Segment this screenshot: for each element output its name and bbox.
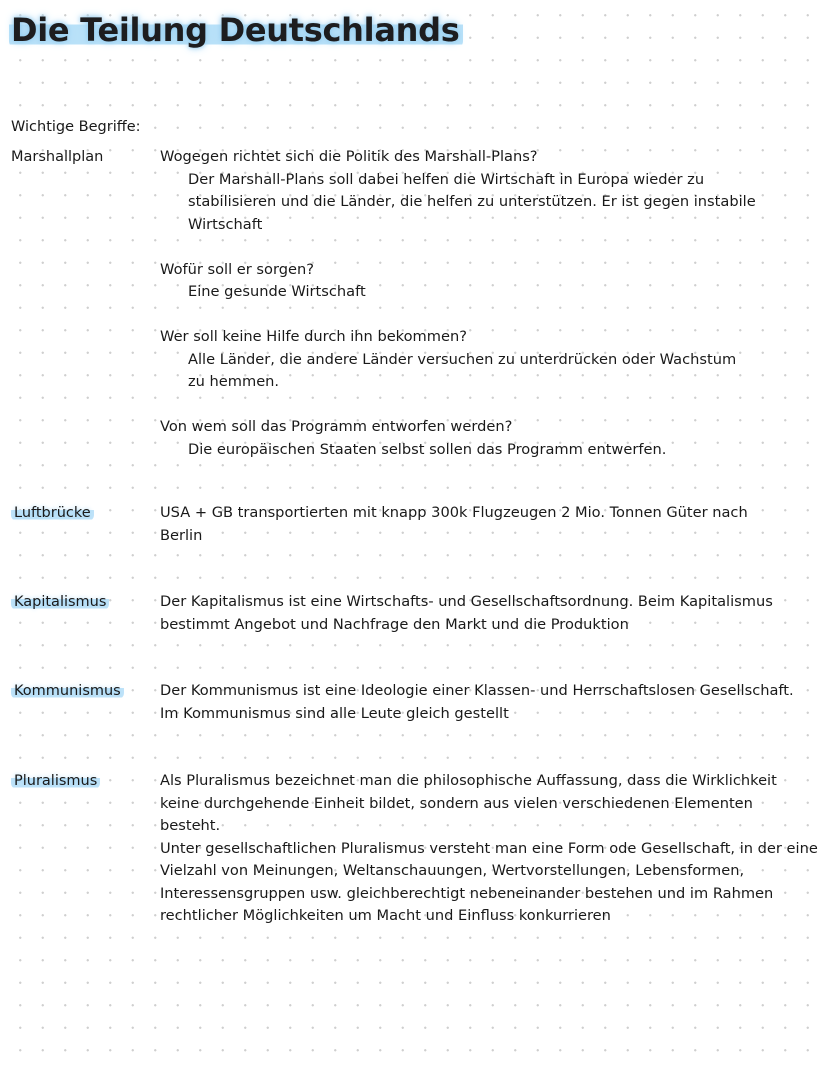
definition-kommunismus [160,680,800,725]
definition-text: USA + GB transportierten mit knapp 300k Flugzeugen 2 Mio. Tonnen Güter nach Berlin [160,504,748,544]
definition-text: Der Kommunismus ist eine Ideologie einer Klassen- und Herrschaftslosen Gesellschaft. Im Kommunismus sind alle Leute gleich gestellt [160,682,794,722]
answer: Alle Länder, die andere Länder versuchen zu unterdrücken oder Wachstum zu hemmen. [188,350,737,390]
term-kapitalismus [11,591,109,614]
term-luftbruecke [11,502,94,525]
section-heading: Wichtige Begriffe: [11,119,141,135]
qa-item [160,146,822,236]
term-pluralismus-label: Pluralismus [11,773,100,789]
definition-luftbruecke [160,502,790,547]
definition-pluralismus [160,770,820,928]
question: Wogegen richtet sich die Politik des Marshall-Plans? [160,148,538,165]
term-marshallplan: Marshallplan [11,149,104,165]
question: Wer soll keine Hilfe durch ihn bekommen? [160,328,467,345]
answer: Eine gesunde Wirtschaft [188,283,366,300]
term-luftbruecke-label: Luftbrücke [11,505,94,521]
qa-item [160,326,822,394]
page-title [9,2,463,58]
definition-text: Als Pluralismus bezeichnet man die philosophische Auffassung, dass die Wirklichkeit keine durchgehende Einheit bildet, sondern aus vielen verschiedenen Elementen besteht. [160,772,777,834]
term-kapitalismus-label: Kapitalismus [11,594,109,610]
term-kommunismus [11,680,124,703]
definition-kapitalismus [160,591,824,636]
definition-marshallplan [160,146,822,461]
qa-item [160,259,822,304]
answer: Der Marshall-Plans soll dabei helfen die Wirtschaft in Europa wieder zu stabilisieren und die Länder, die helfen zu unterstützen. Er ist gegen instabile Wirtschaft [188,170,756,233]
page-title-text: Die Teilung Deutschlands [9,11,463,49]
term-pluralismus [11,770,100,793]
definition-text: Unter gesellschaftlichen Pluralismus versteht man eine Form ode Gesellschaft, in der eine Vielzahl von Meinungen, Weltanschauungen, Wertvorstellungen, Lebensformen, Interessensgruppen usw. gleichberechtigt nebeneinander bestehen und im Rahmen rechtlicher Möglichkeiten um Macht und Einfluss konkurrieren [160,839,818,924]
question: Von wem soll das Programm entworfen werden? [160,418,513,435]
question: Wofür soll er sorgen? [160,260,314,278]
answer: Die europäischen Staaten selbst sollen das Programm entwerfen. [188,440,667,458]
qa-item [160,416,822,461]
term-kommunismus-label: Kommunismus [11,683,124,699]
definition-text: Der Kapitalismus ist eine Wirtschafts- und Gesellschaftsordnung. Beim Kapitalismus bestimmt Angebot und Nachfrage den Markt und die Produktion [160,593,773,633]
